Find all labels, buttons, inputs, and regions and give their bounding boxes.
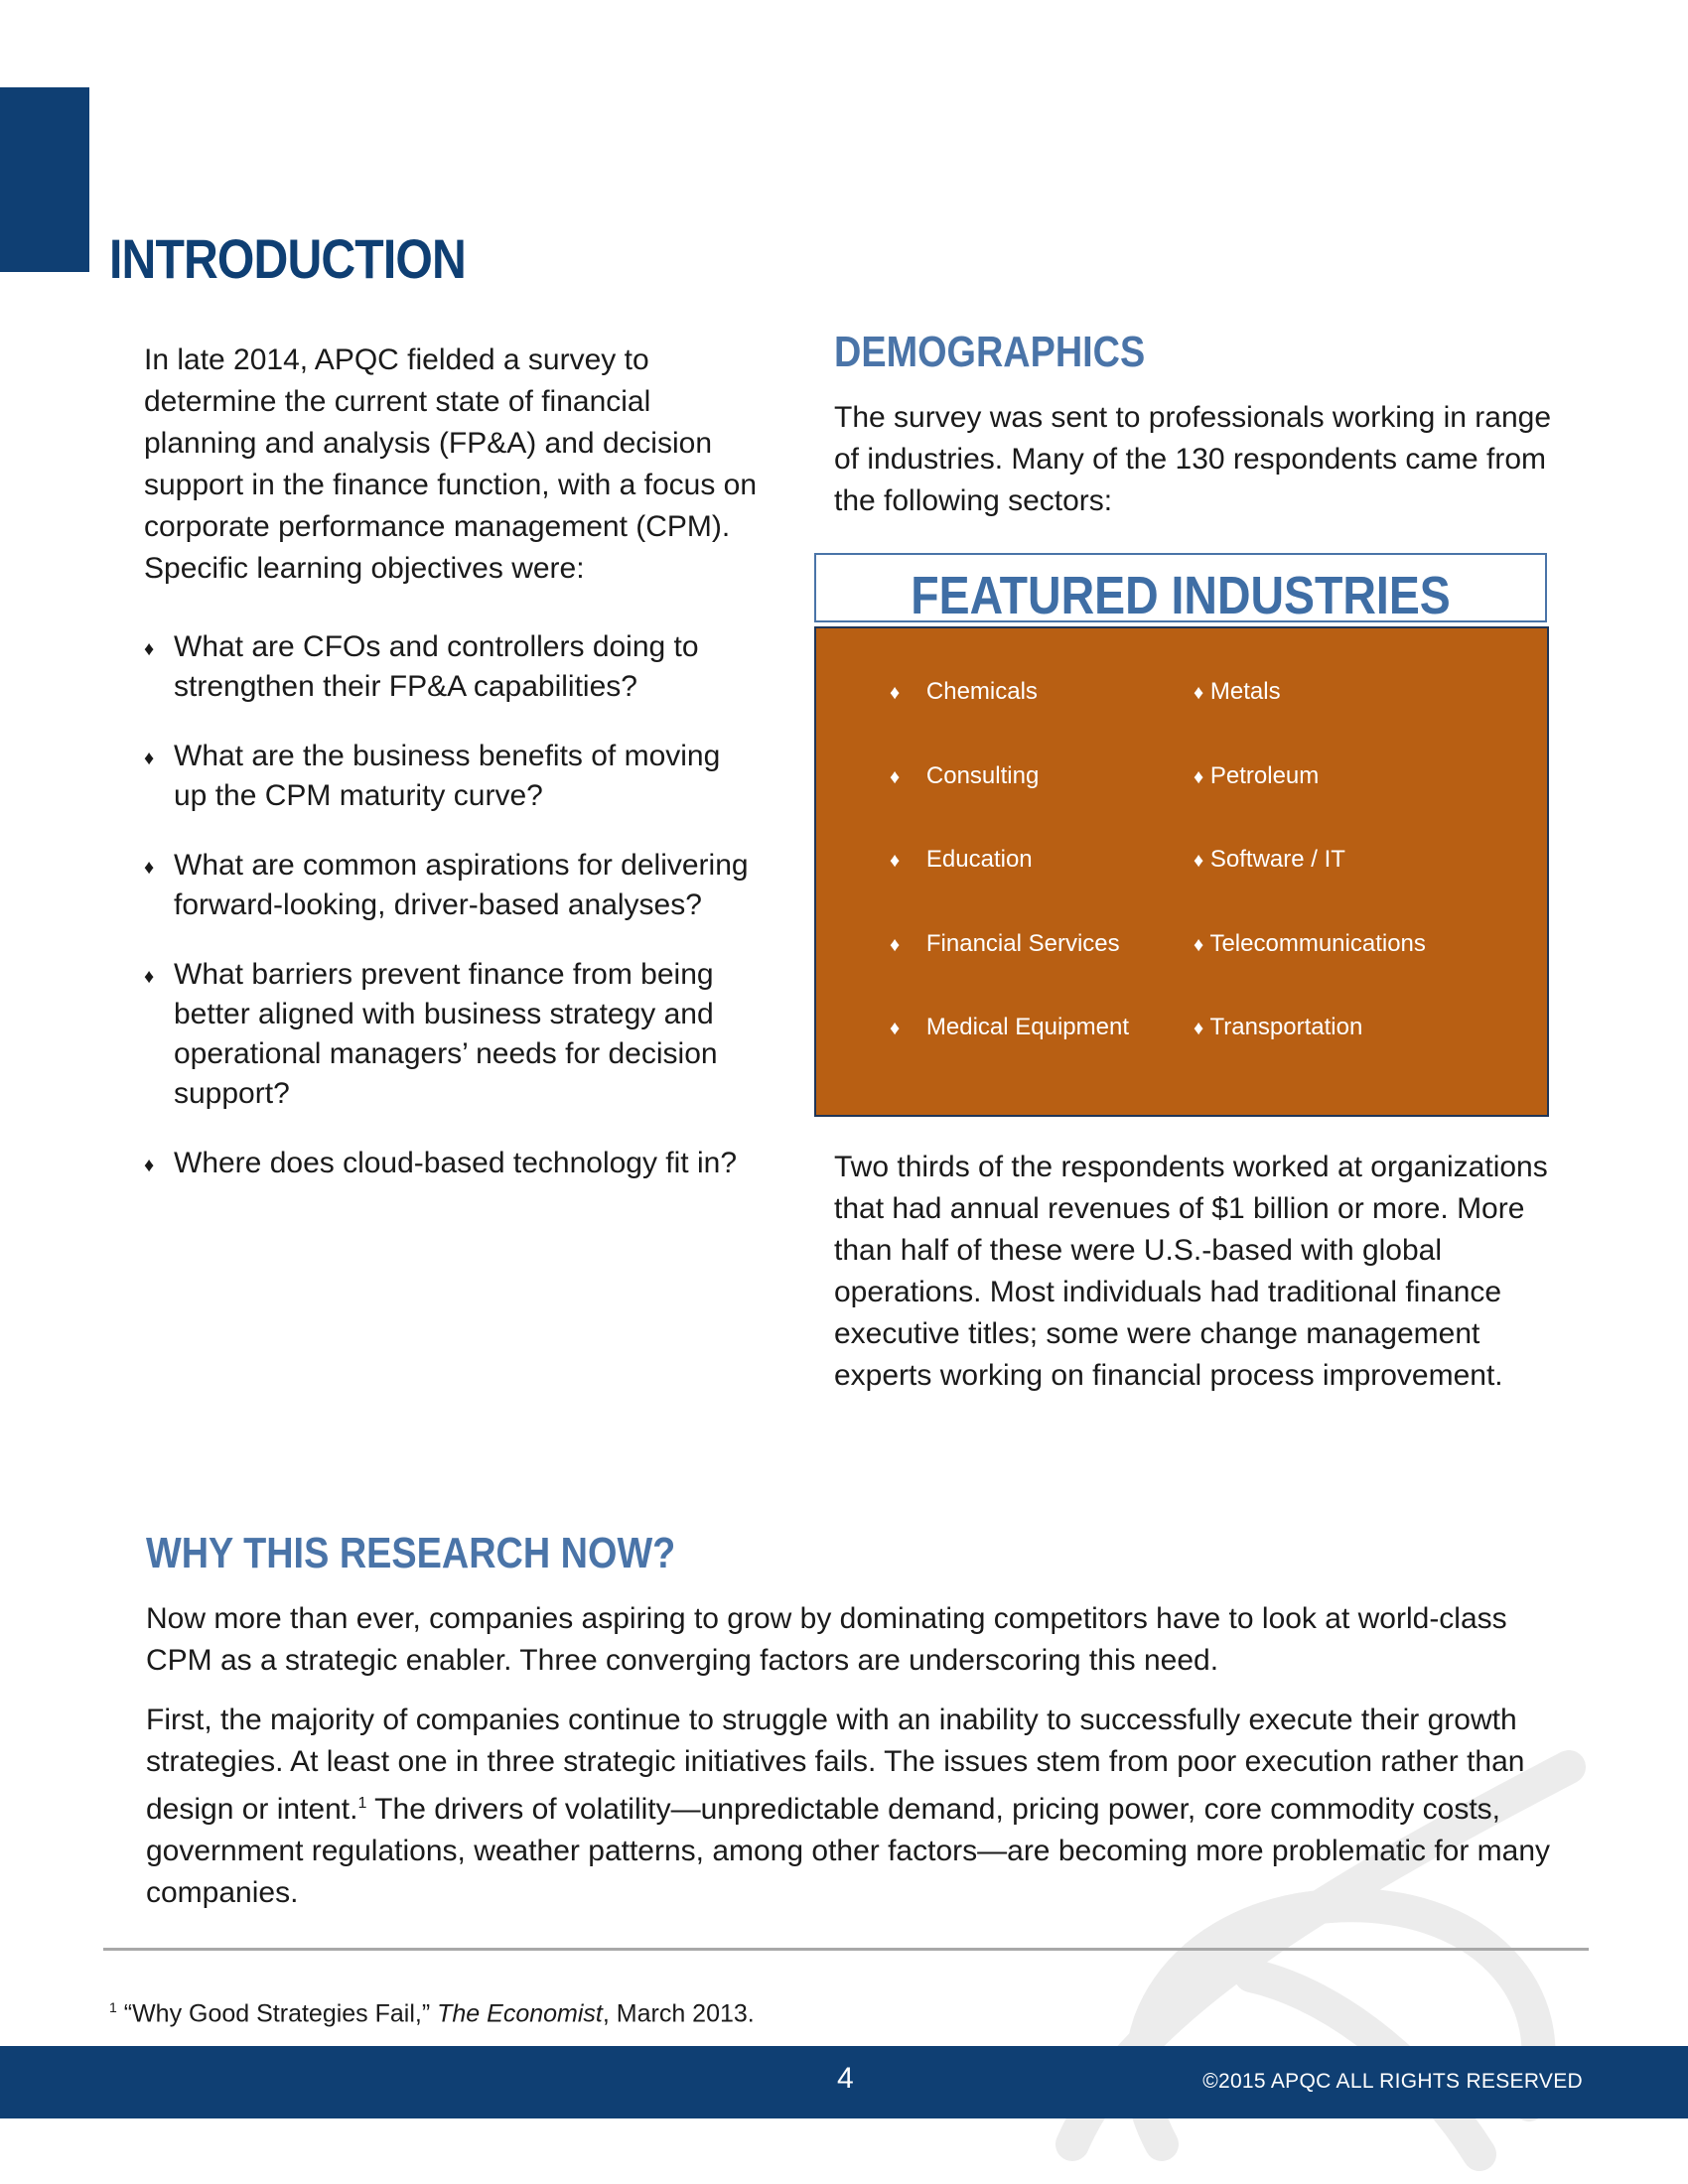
intro-heading: INTRODUCTION xyxy=(109,227,466,290)
objective-item: ♦ What barriers prevent finance from being better aligned with business strategy and operational managers’ needs for decision support? xyxy=(144,958,718,1110)
industry-item: ♦ Metals xyxy=(1194,678,1281,705)
footnote-number: 1 xyxy=(109,1999,117,2015)
industry-item: ♦ Education xyxy=(890,846,1033,873)
diamond-bullet-icon: ♦ xyxy=(144,748,155,769)
diamond-bullet-icon: ♦ xyxy=(890,850,901,872)
why-paragraph-2: First, the majority of companies continue to struggle with an inability to successfully execute their growth strategies. At least one in three strategic initiatives fails. The issues stem from poor execution rather than design or intent.$^1$ The drivers of volatility—unpredictable demand, pricing power, core commodity costs, government regulations, weather patterns, among other factors—are becoming more problematic for many companies. xyxy=(146,1704,1551,1909)
industry-item: ♦ Software / IT xyxy=(1194,846,1345,873)
objective-item: ♦ What are common aspirations for delivering forward-looking, driver-based analyses? xyxy=(144,849,749,921)
demographics-paragraph-2: Two thirds of the respondents worked at organizations that had annual revenues of $1 billion or more. More than half of these were U.S.-based with global operations. Most individuals had traditional finance executive titles; some were change management experts working on financial process improvement. xyxy=(834,1151,1548,1392)
demographics-section xyxy=(834,328,1559,522)
diamond-bullet-icon: ♦ xyxy=(1194,934,1204,956)
intro-column xyxy=(144,340,760,1213)
featured-industries-title: FEATURED INDUSTRIES xyxy=(911,566,1451,625)
featured-industries-title-box xyxy=(814,553,1547,625)
diamond-bullet-icon: ♦ xyxy=(890,766,901,788)
diamond-bullet-icon: ♦ xyxy=(1194,766,1204,788)
featured-industries-panel xyxy=(814,626,1549,1117)
industry-item: ♦ Financial Services xyxy=(890,930,1120,957)
industry-item: ♦ Medical Equipment xyxy=(890,1014,1129,1040)
diamond-bullet-icon: ♦ xyxy=(890,682,901,704)
objectives-list xyxy=(144,627,760,1183)
diamond-bullet-icon: ♦ xyxy=(1194,1018,1204,1039)
diamond-bullet-icon: ♦ xyxy=(890,1018,901,1039)
industry-item: ♦ Telecommunications xyxy=(1194,930,1426,957)
header-accent-block xyxy=(0,87,89,272)
diamond-bullet-icon: ♦ xyxy=(890,934,901,956)
copyright-notice: ©2015 APQC ALL RIGHTS RESERVED xyxy=(1202,2070,1583,2093)
demographics-heading: DEMOGRAPHICS xyxy=(834,328,1146,376)
why-paragraph-1: Now more than ever, companies aspiring to grow by dominating competitors have to look at world-class CPM as a strategic enabler. Three converging factors are underscoring this need. xyxy=(146,1602,1507,1677)
objective-item: ♦ What are CFOs and controllers doing to strengthen their FP&A capabilities? xyxy=(144,630,699,703)
objective-item: ♦ What are the business benefits of moving up the CPM maturity curve? xyxy=(144,740,721,812)
diamond-bullet-icon: ♦ xyxy=(144,638,155,660)
industry-item: ♦ Transportation xyxy=(1194,1014,1363,1040)
footnote-source: The Economist xyxy=(437,1999,603,2028)
industry-item: ♦ Chemicals xyxy=(890,678,1038,705)
footnote-divider xyxy=(103,1948,1589,1951)
demographics-paragraph-1: The survey was sent to professionals working in range of industries. Many of the 130 respondents came from the following sectors: xyxy=(834,401,1552,517)
footnote: $^1$ “Why Good Strategies Fail,” The Economist, March 2013. xyxy=(109,1999,755,2028)
diamond-bullet-icon: ♦ xyxy=(1194,682,1204,704)
why-research-section xyxy=(146,1529,1556,1914)
intro-paragraph: In late 2014, APQC fielded a survey to determine the current state of financial planning and analysis (FP&A) and decision support in the finance function, with a focus on corporate performance management (CPM). Specific learning objectives were: xyxy=(144,343,758,585)
footnote-reference: 1 xyxy=(357,1795,367,1812)
page-footer xyxy=(0,2046,1688,2118)
industry-item: ♦ Petroleum xyxy=(1194,762,1320,789)
diamond-bullet-icon: ♦ xyxy=(144,857,155,879)
diamond-bullet-icon: ♦ xyxy=(144,1155,155,1176)
why-heading: WHY THIS RESEARCH NOW? xyxy=(146,1529,676,1577)
industry-item: ♦ Consulting xyxy=(890,762,1040,789)
objective-item: ♦ Where does cloud-based technology fit in? xyxy=(144,1144,760,1183)
diamond-bullet-icon: ♦ xyxy=(1194,850,1204,872)
page-number: 4 xyxy=(837,2062,854,2095)
diamond-bullet-icon: ♦ xyxy=(144,966,155,988)
